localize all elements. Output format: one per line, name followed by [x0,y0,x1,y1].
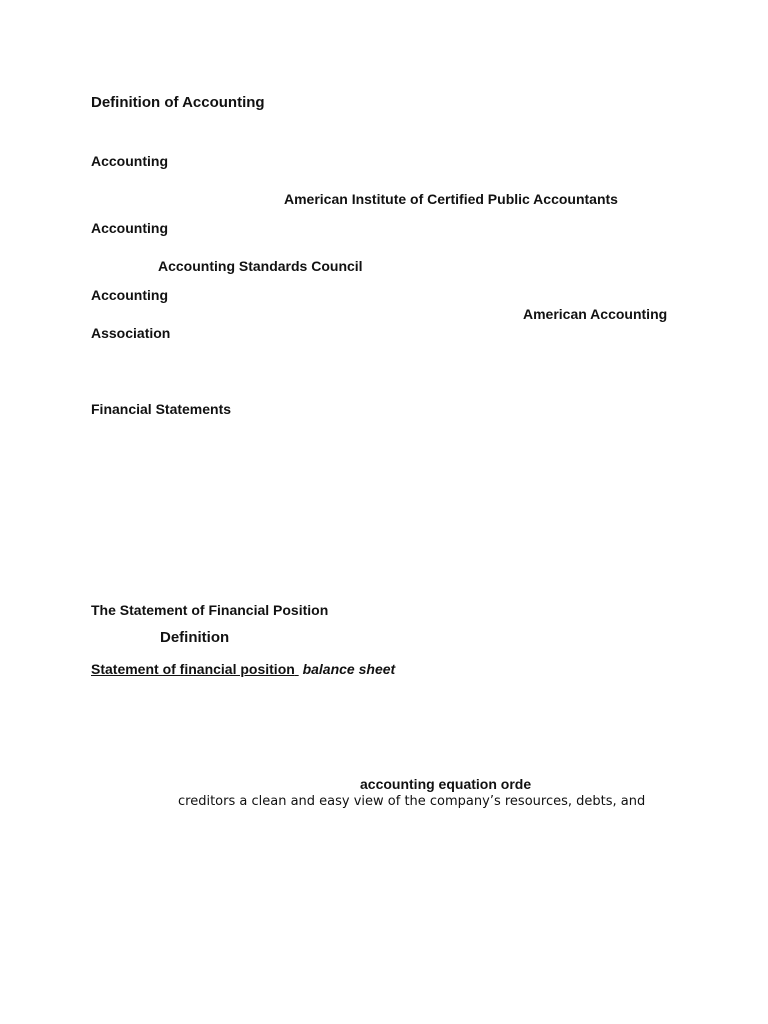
sfp-definition-line [91,661,395,677]
aaa-name-line1: American Accounting [523,306,668,322]
accounting-term-2: Accounting [91,220,168,236]
sfp-term: Statement of financial position [91,661,295,677]
definition-heading: Definition [160,629,230,646]
sfp-term-spacer [295,661,299,677]
sfp-heading: The Statement of Financial Position [91,602,329,618]
page-title: Definition of Accounting [91,94,265,111]
accounting-equation-fragment: accounting equation orde [360,776,532,792]
accounting-term-3: Accounting [91,287,168,303]
accounting-term-1: Accounting [91,153,168,169]
creditors-text: creditors a clean and easy view of the company’s resources, debts, and [178,794,646,809]
aaa-name-line2: Association [91,325,171,341]
balance-sheet-term: balance sheet [302,661,396,677]
aicpa-name: American Institute of Certified Public Accountants [284,191,618,207]
financial-statements-heading: Financial Statements [91,401,232,417]
asc-name: Accounting Standards Council [158,258,363,274]
